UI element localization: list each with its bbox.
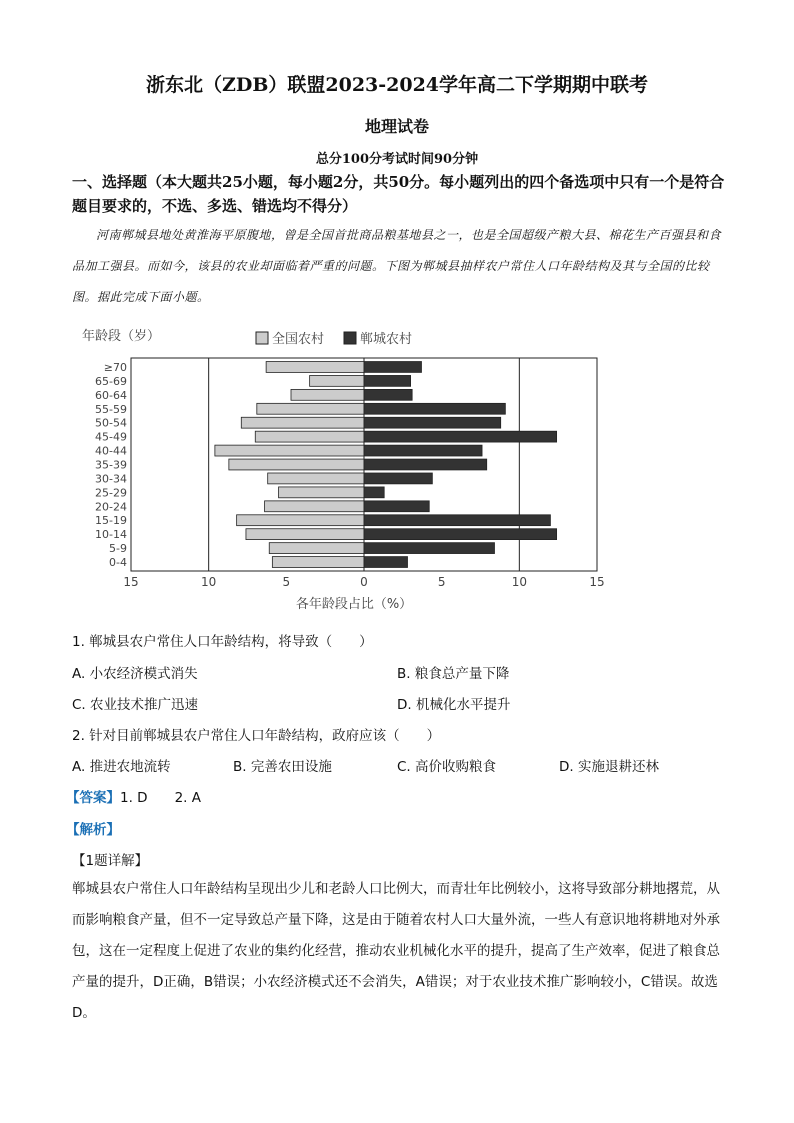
x-tick-label: 15	[589, 575, 605, 589]
category-label: 20-24	[95, 500, 127, 514]
category-label: 45-49	[95, 430, 127, 444]
x-tick-label: 5	[282, 575, 291, 589]
bar-national-50-54	[241, 417, 364, 428]
question-1-option-b[interactable]: B. 粮食总产量下降	[397, 666, 510, 682]
bar-national-60-64	[291, 389, 364, 400]
category-label: ≥70	[103, 360, 127, 374]
category-label: 55-59	[95, 402, 127, 416]
bar-national-5-9	[269, 543, 364, 554]
bar-dancheng-5-9	[364, 543, 494, 554]
bar-dancheng-35-39	[364, 459, 487, 470]
bar-national-55-59	[257, 403, 364, 414]
bar-dancheng-40-44	[364, 445, 482, 456]
legend-swatch	[256, 332, 268, 344]
answer-text: 1. D 2. A	[120, 790, 201, 806]
bar-national-65-69	[310, 375, 364, 386]
intro-paragraph: 河南郸城县地处黄淮海平原腹地，曾是全国首批商品粮基地县之一，也是全国超级产粮大县、棉花生产百强县和食品加工强县。而如今，该县的农业却面临着严重的问题。下图为郸城县抽样农户常住人口年龄结构及其与全国的比较图。据此完成下面小题。	[72, 228, 722, 304]
x-tick-label: 10	[511, 575, 527, 589]
bar-national-25-29	[279, 487, 364, 498]
bar-dancheng-50-54	[364, 417, 501, 428]
answer-label: 【答案】	[66, 790, 120, 806]
legend-label: 全国农村	[272, 332, 325, 347]
section-heading: 一、选择题（本大题共25小题，每小题2分，共50分。每小题列出的四个备选项中只有一个是符合题目要求的，不选、多选、错选均不得分）	[72, 173, 725, 215]
question-2-option-c[interactable]: C. 高价收购粮食	[397, 759, 497, 775]
question-2-option-b[interactable]: B. 完善农田设施	[233, 759, 332, 775]
question-2-option-a[interactable]: A. 推进农地流转	[72, 759, 171, 775]
bar-national-35-39	[229, 459, 364, 470]
category-label: 65-69	[95, 374, 127, 388]
detail-paragraph: 郸城县农户常住人口年龄结构呈现出少儿和老龄人口比例大，而青壮年比例较小，这将导致部分耕地撂荒，从而影响粮食产量，但不一定导致总产量下降，这是由于随着农村人口大量外流，一些人有意识地将耕地对外承包，这在一定程度上促进了农业的集约化经营，推动农业机械化水平的提升，提高了生产效率，促进了粮食总产量的提升，D正确，B错误；小农经济模式还不会消失，A错误；对于农业技术推广影响较小，C错误。故选D。	[72, 881, 720, 1021]
category-label: 15-19	[95, 514, 127, 528]
bar-dancheng-30-34	[364, 473, 432, 484]
bar-dancheng-0-4	[364, 557, 407, 568]
exam-subject: 地理试卷	[364, 117, 429, 136]
category-label: 50-54	[95, 416, 127, 430]
chart-xlabel: 各年龄段占比（%）	[295, 597, 413, 612]
bar-dancheng-25-29	[364, 487, 384, 498]
answer-line	[66, 786, 201, 806]
exam-meta: 总分100分考试时间90分钟	[315, 152, 479, 167]
bar-dancheng-20-24	[364, 501, 429, 512]
question-1-stem: 1. 郸城县农户常住人口年龄结构，将导致（ ）	[72, 634, 373, 650]
category-label: 60-64	[95, 388, 127, 402]
bar-national-45-49	[255, 431, 364, 442]
bar-dancheng-45-49	[364, 431, 557, 442]
bar-national-15-19	[237, 515, 364, 526]
detail-label: 【1题详解】	[72, 853, 149, 869]
question-1-option-a[interactable]: A. 小农经济模式消失	[72, 666, 198, 682]
bar-national-≥70	[266, 362, 364, 373]
x-tick-label: 10	[201, 575, 217, 589]
analysis-label: 【解析】	[66, 822, 120, 838]
bar-dancheng-60-64	[364, 389, 412, 400]
bar-dancheng-65-69	[364, 375, 411, 386]
bar-dancheng-55-59	[364, 403, 505, 414]
legend-label: 郸城农村	[360, 332, 413, 347]
exam-title: 浙东北（ZDB）联盟2023-2024学年高二下学期期中联考	[145, 74, 649, 96]
bar-national-0-4	[272, 557, 364, 568]
bar-national-20-24	[265, 501, 364, 512]
chart-ylabel: 年龄段（岁）	[82, 329, 161, 344]
population-pyramid-chart	[60, 320, 620, 620]
question-1-option-d[interactable]: D. 机械化水平提升	[397, 697, 511, 713]
category-label: 25-29	[95, 486, 127, 500]
category-label: 10-14	[95, 528, 127, 542]
x-tick-label: 15	[123, 575, 139, 589]
category-label: 0-4	[109, 556, 127, 570]
category-label: 35-39	[95, 458, 127, 472]
question-2-stem: 2. 针对目前郸城县农户常住人口年龄结构，政府应该（ ）	[72, 728, 441, 744]
bar-national-10-14	[246, 529, 364, 540]
question-1-option-c[interactable]: C. 农业技术推广迅速	[72, 697, 199, 713]
bar-national-40-44	[215, 445, 364, 456]
question-2-option-d[interactable]: D. 实施退耕还林	[559, 759, 659, 775]
legend-swatch	[344, 332, 356, 344]
x-tick-label: 5	[437, 575, 446, 589]
bar-dancheng-≥70	[364, 362, 421, 373]
x-tick-label: 0	[360, 575, 368, 589]
bar-dancheng-15-19	[364, 515, 550, 526]
bar-national-30-34	[268, 473, 364, 484]
category-label: 5-9	[109, 542, 127, 556]
analysis-line	[66, 818, 120, 838]
chart-legend	[256, 331, 412, 347]
bar-dancheng-10-14	[364, 529, 557, 540]
category-label: 40-44	[95, 444, 127, 458]
category-label: 30-34	[95, 472, 127, 486]
